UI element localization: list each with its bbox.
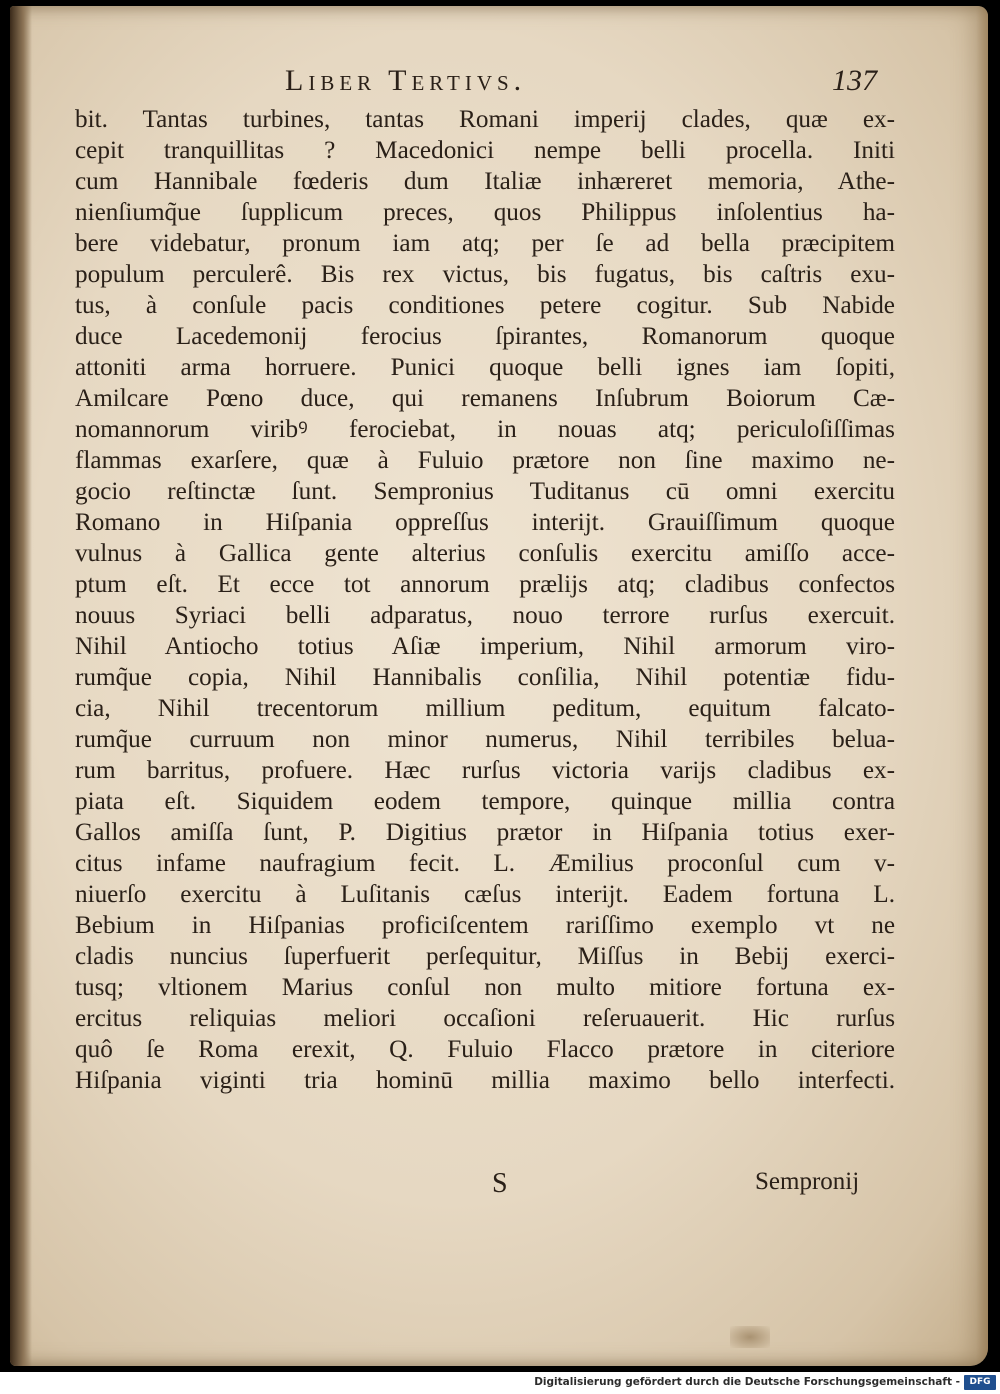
text-line: Nihil Antiocho totius Aſiæ imperium, Nihil armorum viro- <box>75 633 895 660</box>
signature-mark: S <box>492 1168 508 1199</box>
digitization-credit-bar <box>0 1372 1000 1394</box>
text-line: rum barritus, profuere. Hæc rurſus victoria varijs cladibus ex- <box>75 757 895 784</box>
page-edge <box>976 6 988 1366</box>
text-line: nouus Syriaci belli adparatus, nouo terrore rurſus exercuit. <box>75 602 895 629</box>
body-text <box>75 104 895 1096</box>
text-line: Hiſpania viginti tria hominū millia maximo bello interfecti. <box>75 1067 895 1094</box>
running-head: Liber Tertivs. <box>285 64 527 97</box>
credit-text: Digitalisierung gefördert durch die Deutsche Forschungsgemeinschaft - <box>534 1376 960 1388</box>
text-line: cladis nuncius ſuperfuerit perſequitur, Miſſus in Bebij exerci- <box>75 943 895 970</box>
text-line: rumq̃ue curruum non minor numerus, Nihil terribiles belua- <box>75 726 895 753</box>
text-line: gocio reſtinctæ ſunt. Sempronius Tuditanus cū omni exercitu <box>75 478 895 505</box>
text-line: Bebium in Hiſpanias proficiſcentem rariſſimo exemplo vt ne <box>75 912 895 939</box>
text-line: rumq̃ue copia, Nihil Hannibalis conſilia, Nihil potentiæ fidu- <box>75 664 895 691</box>
text-line: Romano in Hiſpania oppreſſus interijt. Grauiſſimum quoque <box>75 509 895 536</box>
text-line: Gallos amiſſa ſunt, P. Digitius prætor in Hiſpania totius exer- <box>75 819 895 846</box>
book-spine-shadow <box>10 6 32 1366</box>
dfg-logo: DFG <box>964 1375 996 1390</box>
text-line: bit. Tantas turbines, tantas Romani imperij clades, quæ ex- <box>75 106 895 133</box>
text-line: niuerſo exercitu à Luſitanis cæſus interijt. Eadem fortuna L. <box>75 881 895 908</box>
text-line: duce Lacedemonij ferocius ſpirantes, Romanorum quoque <box>75 323 895 350</box>
text-line: cepit tranquillitas ? Macedonici nempe belli procella. Initi <box>75 137 895 164</box>
book-page <box>10 6 988 1366</box>
text-line: tus, à conſule pacis conditiones petere cogitur. Sub Nabide <box>75 292 895 319</box>
text-line: vulnus à Gallica gente alterius conſulis exercitu amiſſo acce- <box>75 540 895 567</box>
text-line: bere videbatur, pronum iam atq; per ſe ad bella præcipitem <box>75 230 895 257</box>
text-line: attoniti arma horruere. Punici quoque belli ignes iam ſopiti, <box>75 354 895 381</box>
text-line: tusq; vltionem Marius conſul non multo mitiore fortuna ex- <box>75 974 895 1001</box>
text-line: flammas exarſere, quæ à Fuluio prætore non ſine maximo ne- <box>75 447 895 474</box>
page-number: 137 <box>832 64 877 97</box>
paper-stain <box>730 1326 770 1348</box>
text-line: quô ſe Roma erexit, Q. Fuluio Flacco prætore in citeriore <box>75 1036 895 1063</box>
text-line: ptum eſt. Et ecce tot annorum prælijs atq; cladibus confectos <box>75 571 895 598</box>
text-line: cum Hannibale fœderis dum Italiæ inhæreret memoria, Athe- <box>75 168 895 195</box>
text-line: citus infame naufragium fecit. L. Æmilius proconſul cum v- <box>75 850 895 877</box>
catchword: Sempronij <box>755 1168 860 1195</box>
text-line: populum perculerê. Bis rex victus, bis fugatus, bis caſtris exu- <box>75 261 895 288</box>
text-line: nomannorum viribꝰ ferociebat, in nouas atq; periculoſiſſimas <box>75 416 895 443</box>
text-line: cia, Nihil trecentorum millium peditum, equitum falcato- <box>75 695 895 722</box>
text-line: nienſiumq̃ue ſupplicum preces, quos Philippus inſolentius ha- <box>75 199 895 226</box>
text-line: ercitus reliquias meliori occaſioni reſeruauerit. Hic rurſus <box>75 1005 895 1032</box>
text-line: Amilcare Pœno duce, qui remanens Inſubrum Boiorum Cæ- <box>75 385 895 412</box>
text-line: piata eſt. Siquidem eodem tempore, quinque millia contra <box>75 788 895 815</box>
